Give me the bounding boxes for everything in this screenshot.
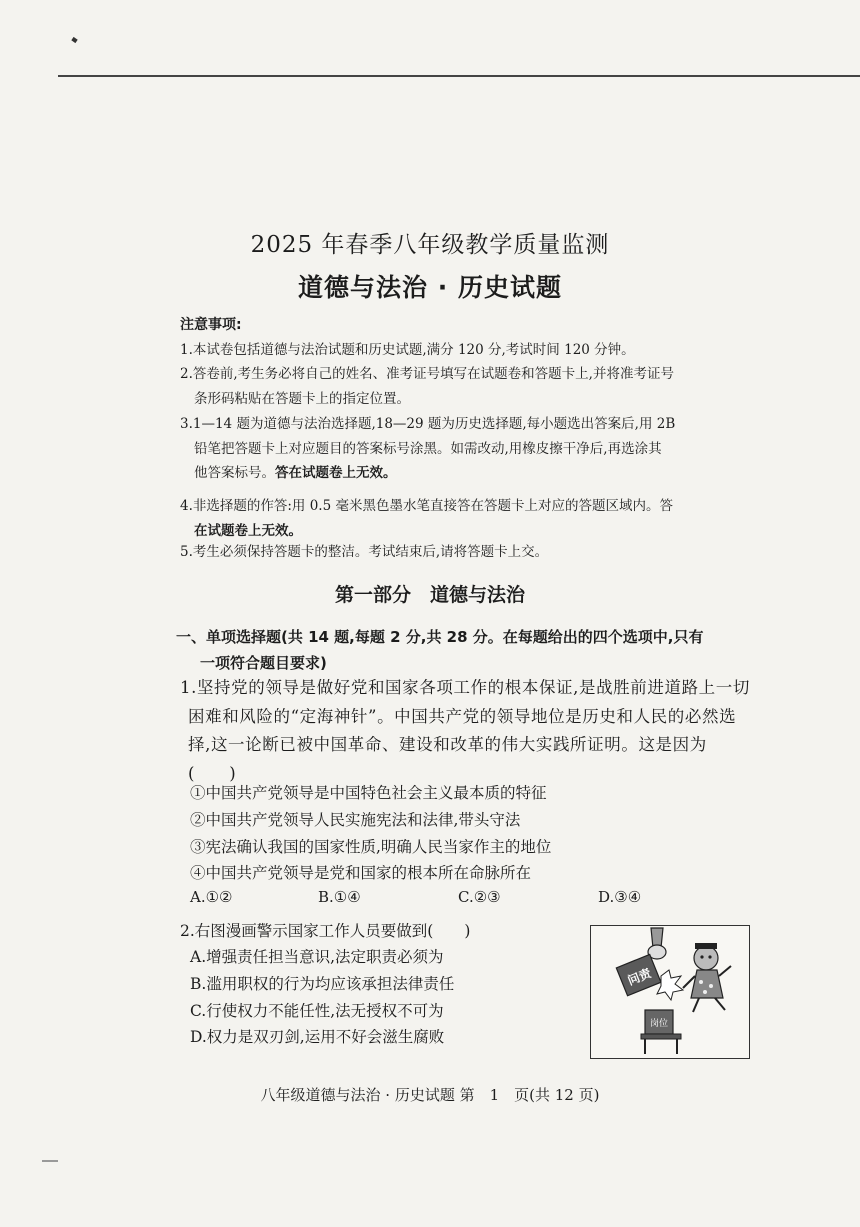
cartoon-illustration [590, 925, 750, 1059]
sign-text: 问责 [625, 965, 654, 988]
option-b: B.滥用职权的行为均应该承担法律责任 [190, 974, 455, 993]
question-1-stem [180, 674, 752, 788]
accountability-sign [616, 954, 661, 995]
notice-line: 铅笔把答题卡上对应题目的答案标号涂黑。如需改动,用橡皮擦干净后,再选涂其 [194, 440, 662, 457]
option-a: A.①② [190, 888, 233, 906]
top-rule [58, 75, 860, 77]
section-line: 一项符合题目要求) [200, 654, 327, 672]
statement-item: ①中国共产党领导是中国特色社会主义最本质的特征 [190, 784, 547, 802]
question-2-stem: 2.右图漫画警示国家工作人员要做到( ) [180, 922, 471, 940]
scan-speck [71, 37, 77, 43]
chair-text: 岗位 [649, 1019, 669, 1029]
page-footer: 八年级道德与法治 · 历史试题 第 1 页(共 12 页) [260, 1086, 600, 1104]
notice-item-4 [180, 494, 758, 543]
question-line: 困难和风险的“定海神针”。中国共产党的领导地位是历史和人民的必然选 [188, 706, 737, 726]
official-hat [695, 943, 717, 949]
notice-bold-text: 在试题卷上无效。 [194, 522, 302, 539]
notice-line-with-bold [180, 461, 758, 486]
statement-item: ④中国共产党领导是党和国家的根本所在命脉所在 [190, 864, 532, 883]
notice-bold-text: 答在试题卷上无效。 [275, 465, 397, 481]
question-1-statements [190, 780, 551, 887]
option-a: A.增强责任担当意识,法定职责必须为 [190, 948, 444, 966]
notice-text: 他答案标号。 [194, 465, 275, 481]
official-head [694, 946, 718, 970]
notice-line: 3.1—14 题为道德与法治选择题,18—29 题为历史选择题,每小题选出答案后,用 2B [180, 416, 676, 432]
notice-line: 4.非选择题的作答:用 0.5 毫米黑色墨水笔直接答在答题卡上对应的答题区域内。答 [180, 498, 673, 514]
part-title: 第一部分 道德与法治 [334, 584, 525, 606]
section-line: 一、单项选择题(共 14 题,每题 2 分,共 28 分。在每题给出的四个选项中,只有 [176, 628, 704, 646]
exam-subtitle: 道德与法治 · 历史试题 [298, 273, 562, 302]
option-c: C.②③ [458, 888, 501, 906]
option-d: D.权力是双刃剑,运用不好会滋生腐败 [190, 1028, 445, 1047]
statement-item: ②中国共产党领导人民实施宪法和法律,带头守法 [190, 810, 521, 829]
cartoon-illustration-icon [591, 926, 749, 1058]
option-d: D.③④ [598, 888, 642, 906]
notice-item-2 [180, 362, 758, 411]
notice-line: 2.答卷前,考生务必将自己的姓名、准考证号填写在试题卷和答题卡上,并将准考证号 [180, 366, 674, 382]
answer-blank: ( ) [188, 763, 237, 783]
official-body [691, 970, 723, 998]
notice-item-5 [180, 540, 758, 565]
notice-line: 5.考生必须保持答题卡的整洁。考试结束后,请将答题卡上交。 [180, 544, 549, 560]
post-chair [641, 1010, 681, 1054]
notice-heading: 注意事项: [180, 317, 242, 333]
section-heading [176, 624, 766, 676]
question-2-options [190, 944, 454, 1051]
notice-line: 1.本试卷包括道德与法治试题和历史试题,满分 120 分,考试时间 120 分钟。 [180, 342, 635, 358]
notice-line: 条形码粘贴在答题卡上的指定位置。 [194, 390, 410, 407]
scan-edge-mark [42, 1160, 58, 1162]
exam-title: 2025 年春季八年级教学质量监测 [250, 232, 610, 258]
option-c: C.行使权力不能任性,法无授权不可为 [190, 1001, 444, 1020]
notice-item-3 [180, 412, 758, 486]
option-b: B.①④ [318, 888, 361, 906]
question-line: 1.坚持党的领导是做好党和国家各项工作的根本保证,是战胜前进道路上一切 [180, 678, 750, 697]
statement-item: ③宪法确认我国的国家性质,明确人民当家作主的地位 [190, 837, 552, 856]
impact-burst [657, 970, 683, 1000]
question-line: 择,这一论断已被中国革命、建设和改革的伟大实践所证明。这是因为 [188, 735, 707, 754]
notice-item-1 [180, 338, 758, 363]
